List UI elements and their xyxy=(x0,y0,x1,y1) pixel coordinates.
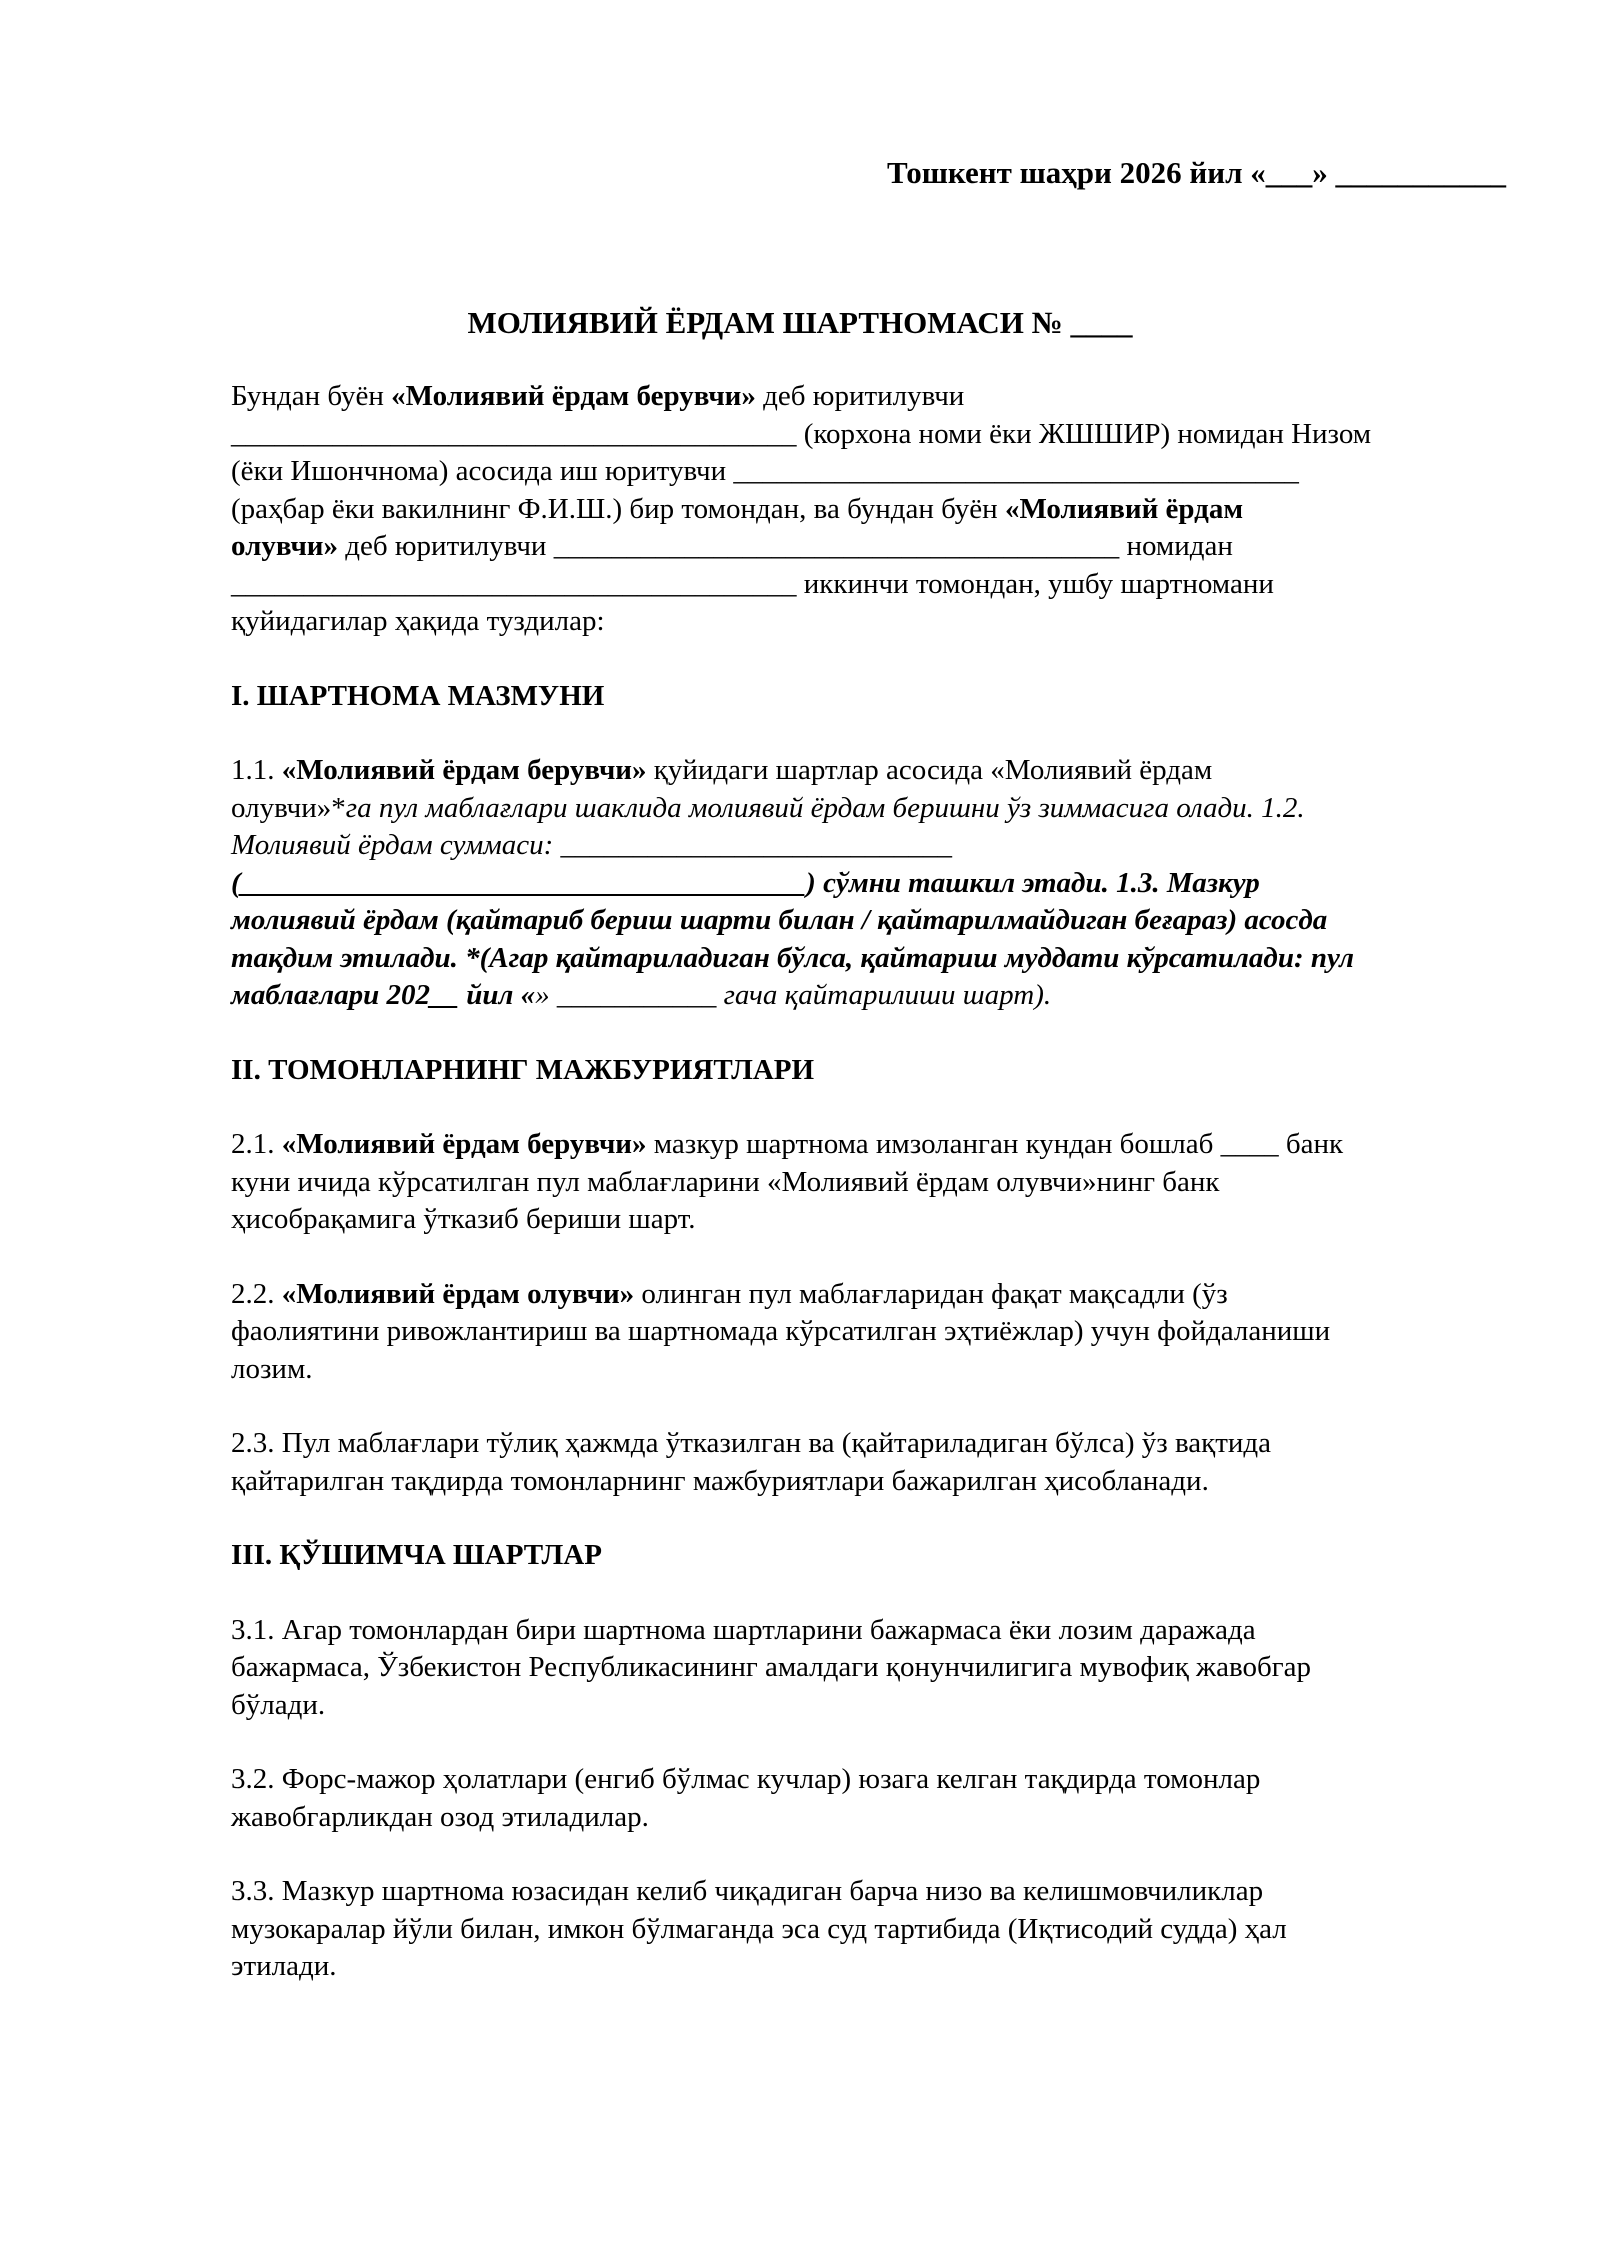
party-receiver-label: «Молиявий ёрдам олувчи» xyxy=(281,1277,635,1310)
date-blank: ___________ xyxy=(556,979,717,1011)
clause-3-1-line-1: 3.1. Агар томонлардан бири шартнома шартларини бажармаса ёки лозим даражада xyxy=(231,1613,1256,1646)
clause-1-line-4 xyxy=(231,865,1511,903)
clause-text: мазкур шартнома имзоланган кундан бошлаб ____ банк xyxy=(646,1128,1344,1160)
clause-3-1-line-3: бўлади. xyxy=(231,1688,326,1721)
document-body xyxy=(231,378,1511,1986)
clause-3-2-line-1: 3.2. Форс-мажор ҳолатлари (енгиб бўлмас кучлар) юзага келган тақдирда томонлар xyxy=(231,1763,1261,1795)
preamble-line-3: (ёки Ишончнома) асосида иш юритувчи _______________________________________ xyxy=(231,455,1299,487)
clause-3-3-line-3: этилади. xyxy=(231,1950,337,1982)
preamble-paragraph xyxy=(231,378,1511,641)
clause-text-bold-italic: _______________________________________) сўмни ташкил этади. 1.3. Мазкур xyxy=(240,866,1260,899)
clause-text: олувчи»* xyxy=(231,791,346,824)
party-giver-label: «Молиявий ёрдам берувчи» xyxy=(281,1128,647,1160)
clause-2-2-line-1 xyxy=(231,1276,1511,1314)
clause-number: 2.2. xyxy=(231,1277,282,1310)
party-receiver-label: «Молиявий ёрдам xyxy=(1004,492,1244,525)
clause-text: олинган пул маблағларидан фақат мақсадли (ўз xyxy=(634,1277,1228,1310)
preamble-line-5 xyxy=(231,528,1511,566)
clause-2-3-line-1: 2.3. Пул маблағлари тўлиқ ҳажмда ўтказилган ва (қайтариладиган бўлса) ўз вақтида xyxy=(231,1427,1272,1459)
preamble-line-7: қуйидагилар ҳақида туздилар: xyxy=(231,605,605,637)
clause-1-line-6: тақдим этилади. *(Агар қайтариладиган бўлса, қайтариш муддати кўрсатилади: пул xyxy=(231,941,1354,974)
clause-2-3-line-2: қайтарилган тақдирда томонларнинг мажбуриятлари бажарилган ҳисобланади. xyxy=(231,1464,1209,1497)
clause-1-line-3 xyxy=(231,827,1511,865)
amount-blank: ___________________________ xyxy=(553,829,953,861)
section-heading-3: III. ҚЎШИМЧА ШАРТЛАР xyxy=(231,1539,602,1571)
preamble-line-6: _______________________________________ иккинчи томондан, ушбу шартномани xyxy=(231,567,1274,600)
clause-2-1-line-3: ҳисобрақамига ўтказиб бериши шарт. xyxy=(231,1203,696,1235)
party-giver-label: «Молиявий ёрдам берувчи» xyxy=(281,754,647,786)
preamble-line-4 xyxy=(231,491,1511,529)
clause-text-italic: гача қайтарилиши шарт). xyxy=(716,979,1052,1011)
preamble-text: Бундан буён xyxy=(231,380,392,412)
clause-2-1-line-2: куни ичида кўрсатилган пул маблағларини «Молиявий ёрдам олувчи»нинг банк xyxy=(231,1165,1220,1198)
preamble-text: деб юритилувчи xyxy=(755,380,965,412)
clause-number: 2.1. xyxy=(231,1128,282,1160)
clause-1-line-5: молиявий ёрдам (қайтариб бериш шарти билан / қайтарилмайдиган беғараз) асосда xyxy=(231,904,1328,936)
clause-text-italic: га пул маблағлари шаклида молиявий ёрдам беришни ўз зиммасига олади. 1.2. xyxy=(345,791,1305,824)
clause-2-2-line-2: фаолиятини ривожлантириш ва шартномада кўрсатилган эҳтиёжлар) учун фойдаланиши xyxy=(231,1315,1331,1347)
clause-3-3-line-1: 3.3. Мазкур шартнома юзасидан келиб чиқадиган барча низо ва келишмовчиликлар xyxy=(231,1875,1264,1907)
preamble-text: деб юритилувчи _______________________________________ номидан xyxy=(338,530,1233,562)
clause-text-italic: » xyxy=(535,979,557,1011)
clause-1-line-7 xyxy=(231,977,1511,1015)
place-date-line: Тошкент шаҳри 2026 йил «___» ___________ xyxy=(886,155,1506,190)
clause-2-2-line-3: лозим. xyxy=(231,1352,313,1385)
clause-text-bold-italic: маблағлари 202__ йил « xyxy=(231,979,536,1011)
clause-3-3-line-2: музокаралар йўли билан, имкон бўлмаганда эса суд тартибида (Иқтисодий судда) ҳал xyxy=(231,1912,1287,1945)
clause-3-2 xyxy=(231,1761,1511,1836)
clause-1-line-1 xyxy=(231,752,1511,790)
clause-text: қуйидаги шартлар асосида «Молиявий ёрдам xyxy=(646,754,1213,786)
party-giver-label: «Молиявий ёрдам берувчи» xyxy=(391,380,756,412)
preamble-line-1 xyxy=(231,378,1511,416)
clause-number: 1.1. xyxy=(231,754,282,786)
clause-3-1-line-2: бажармаса, Ўзбекистон Республикасининг амалдаги қонунчилигига мувофиқ жавобгар xyxy=(231,1651,1311,1683)
preamble-text: (раҳбар ёки вакилнинг Ф.И.Ш.) бир томондан, ва бундан буён xyxy=(231,492,1005,525)
clause-2-1-line-1 xyxy=(231,1126,1511,1164)
clause-2-2 xyxy=(231,1276,1511,1389)
preamble-line-2: _______________________________________ (корхона номи ёки ЖШШИР) номидан Низом xyxy=(231,417,1372,450)
clause-3-1 xyxy=(231,1612,1511,1725)
page-title: МОЛИЯВИЙ ЁРДАМ ШАРТНОМАСИ № ____ xyxy=(467,305,1133,340)
party-receiver-label: олувчи» xyxy=(231,530,339,562)
clause-3-2-line-2: жавобгарликдан озод этиладилар. xyxy=(231,1800,649,1833)
clause-3-3 xyxy=(231,1873,1511,1986)
section-heading-1: I. ШАРТНОМА МАЗМУНИ xyxy=(231,679,605,712)
clause-2-3 xyxy=(231,1425,1511,1500)
clause-2-1 xyxy=(231,1126,1511,1239)
clause-text-bold-italic: ( xyxy=(231,866,241,899)
section-heading-2: II. ТОМОНЛАРНИНГ МАЖБУРИЯТЛАРИ xyxy=(231,1053,815,1086)
clause-1-line-2 xyxy=(231,790,1511,828)
clause-1 xyxy=(231,752,1511,1015)
clause-text-italic: Молиявий ёрдам суммаси: xyxy=(231,829,554,861)
